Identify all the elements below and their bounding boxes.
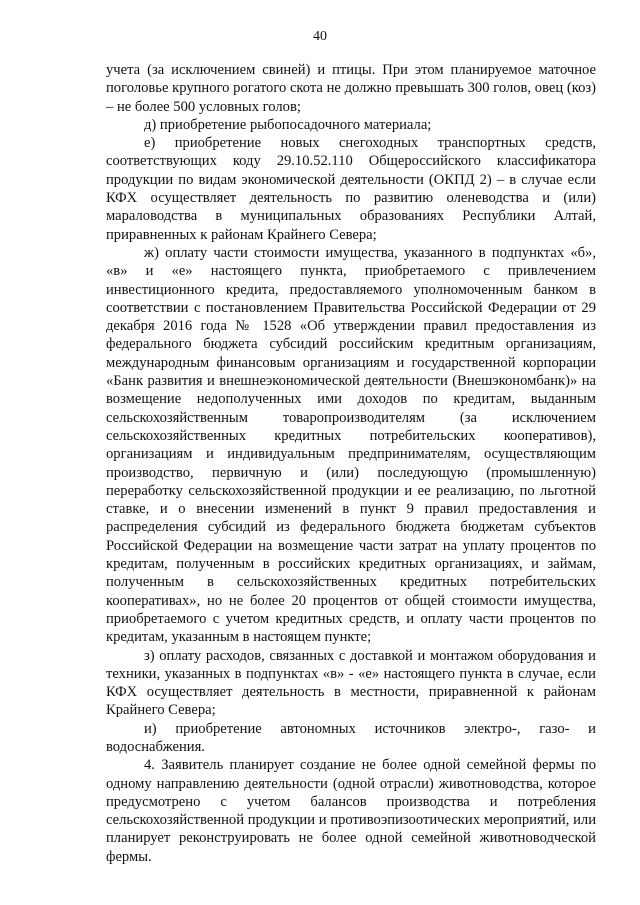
- paragraph-item-e: е) приобретение новых снегоходных транспортных средств, соответствующих коду 29.10.52.110 Общероссийского классификатора продукции по видам экономической деятельности (ОКПД 2) – в случае если КФХ осуществляет деятельность по развитию оленеводства и (или) мараловодства в муниципальных образованиях Республики Алтай, приравненных к районам Крайнего Севера;: [106, 135, 596, 243]
- paragraph-item-z: з) оплату расходов, связанных с доставкой и монтажом оборудования и техники, указанных в подпунктах «в» - «е» настоящего пункта в случае, если КФХ осуществляет деятельность в местности, приравненной к районам Крайнего Севера;: [106, 647, 596, 719]
- document-body: [106, 61, 596, 866]
- paragraph-livestock-limits: учета (за исключением свиней) и птицы. При этом планируемое маточное поголовье крупного рогатого скота не должно превышать 300 голов, овец (коз) – не более 500 условных голов;: [106, 62, 596, 115]
- paragraph-item-i: и) приобретение автономных источников электро-, газо- и водоснабжения.: [106, 720, 596, 755]
- paragraph-item-d: д) приобретение рыбопосадочного материала;: [144, 116, 432, 133]
- paragraph-section-4: 4. Заявитель планирует создание не более одной семейной фермы по одному направлению деятельности (одной отрасли) животноводства, которое предусмотрено с учетом балансов производства и потребления сельскохозяйственной продукции и противоэпизоотических мероприятий, или планирует реконструировать не более одной семейной животноводческой фермы.: [106, 757, 596, 865]
- page-number: 40: [313, 29, 327, 44]
- paragraph-item-zh: ж) оплату части стоимости имущества, указанного в подпунктах «б», «в» и «е» настоящего пункта, приобретаемого с привлечением инвестиционного кредита, предоставляемого уполномоченным банком в соответствии с постановлением Правительства Российской Федерации от 29 декабря 2016 года № 1528 «Об утверждении правил предоставления из федерального бюджета субсидий российским кредитным организациям, международным финансовым организациям и государственной корпорации «Банк развития и внешнеэкономической деятельности (Внешэкономбанк)» на возмещение недополученных ими доходов по кредитам, выданным сельскохозяйственным товаропроизводителям (за исключением сельскохозяйственных кредитных потребительских кооперативов), организациям и индивидуальным предпринимателям, осуществляющим производство, первичную и (или) последующую (промышленную) переработку сельскохозяйственной продукции и ее реализацию, по льготной ставке, и о внесении изменений в пункт 9 правил предоставления и распределения субсидий из федерального бюджета бюджетам субъектов Российской Федерации на возмещение части затрат на уплату процентов по кредитам, полученным в российских кредитных организациях, и займам, полученным в сельскохозяйственных кредитных потребительских кооперативах», но не более 20 процентов от общей стоимости имущества, приобретаемого с учетом кредитных средств, и оплату части процентов по кредитам, указанным в настоящем пункте;: [106, 244, 596, 646]
